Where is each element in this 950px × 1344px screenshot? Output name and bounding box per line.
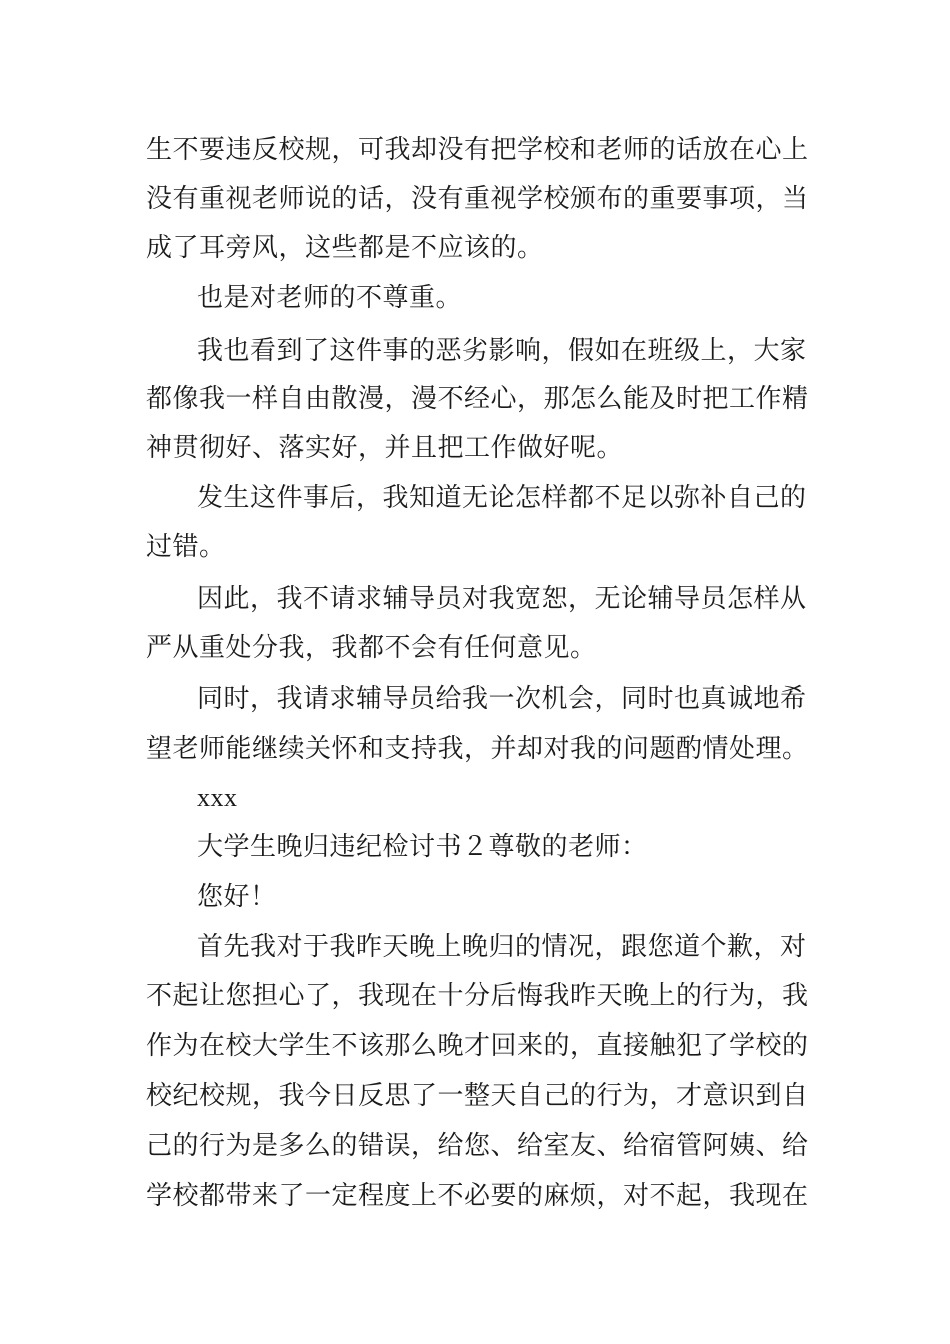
text-line: 过错。	[146, 532, 226, 562]
text-line: 不起让您担心了，我现在十分后悔我昨天晚上的行为，我	[146, 981, 809, 1011]
signature-text: xxx	[197, 783, 238, 812]
text-line: 首先我对于我昨天晚上晚归的情况，跟您道个歉，对	[197, 932, 807, 962]
text-line: 生不要违反校规，可我却没有把学校和老师的话放在心上	[146, 135, 809, 165]
section-heading: 大学生晚归违纪检讨书２尊敬的老师：	[197, 832, 648, 862]
text-line: 发生这件事后，我知道无论怎样都不足以弥补自己的	[197, 483, 807, 513]
text-line: 我也看到了这件事的恶劣影响，假如在班级上，大家	[197, 336, 807, 366]
text-line: 因此，我不请求辅导员对我宽恕，无论辅导员怎样从	[197, 584, 807, 614]
text-line: 也是对老师的不尊重。	[197, 283, 463, 313]
greeting-text: 您好！	[197, 882, 277, 912]
text-line: 严从重处分我，我都不会有任何意见。	[146, 633, 597, 663]
text-line: 神贯彻好、落实好，并且把工作做好呢。	[146, 433, 624, 463]
text-line: 没有重视老师说的话，没有重视学校颁布的重要事项，当	[146, 184, 809, 214]
text-line: 作为在校大学生不该那么晚才回来的，直接触犯了学校的	[146, 1031, 809, 1061]
text-line: 成了耳旁风，这些都是不应该的。	[146, 233, 544, 263]
text-line: 学校都带来了一定程度上不必要的麻烦，对不起，我现在	[146, 1181, 809, 1211]
text-line: 己的行为是多么的错误，给您、给室友、给宿管阿姨、给	[146, 1131, 809, 1161]
text-line: 都像我一样自由散漫，漫不经心，那怎么能及时把工作精	[146, 384, 809, 414]
text-line: 望老师能继续关怀和支持我，并却对我的问题酌情处理。	[146, 734, 809, 764]
text-line: 同时，我请求辅导员给我一次机会，同时也真诚地希	[197, 684, 807, 714]
text-line: 校纪校规，我今日反思了一整天自己的行为，才意识到自	[146, 1081, 809, 1111]
